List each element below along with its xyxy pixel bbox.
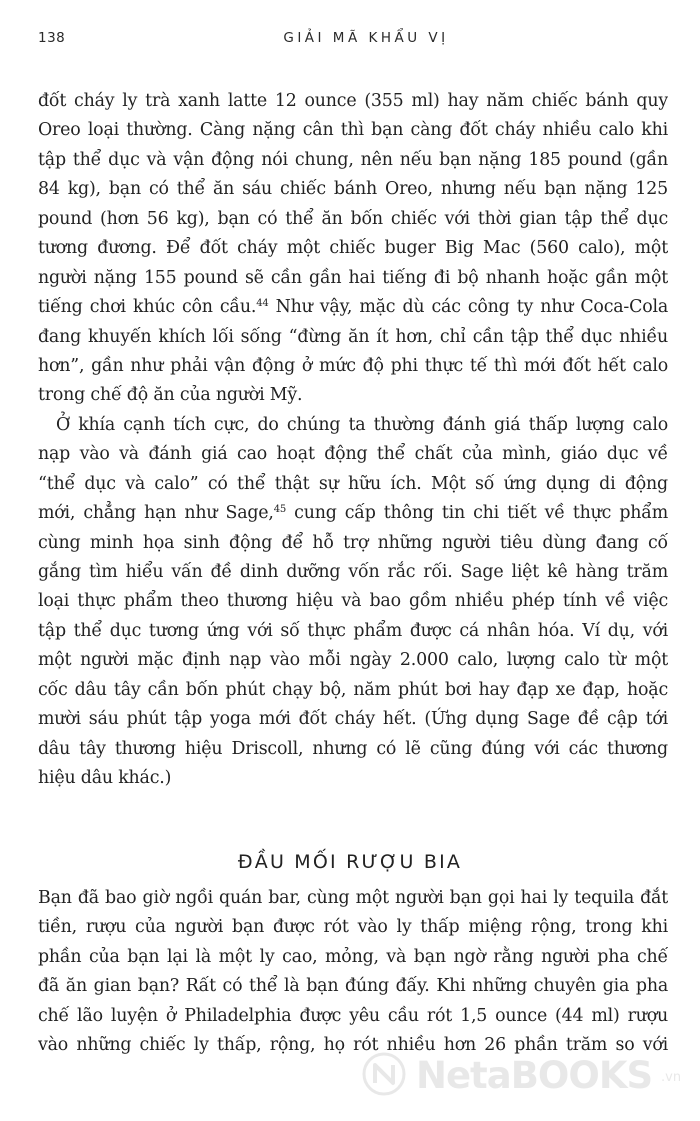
text-segment: tiếng chơi khúc côn cầu. xyxy=(38,297,257,318)
text-line: “thể dục và calo” có thể thật sự hữu ích. Một số ứng dụng di động xyxy=(38,473,668,494)
text-line: hiệu dâu khác.) xyxy=(38,768,172,789)
text-segment: mới, chẳng hạn như Sage, xyxy=(38,503,274,524)
text-line: chế lão luyện ở Philadelphia được yêu cầu rót 1,5 ounce (44 ml) rượu xyxy=(38,1005,668,1026)
text-line: gắng tìm hiểu vấn đề dinh dưỡng vốn rắc rối. Sage liệt kê hàng trăm xyxy=(38,562,668,582)
text-line: nạp vào và đánh giá cao hoạt động thể chất của mình, giáo dục về xyxy=(38,444,668,465)
text-line: Oreo loại thường. Càng nặng cân thì bạn càng đốt cháy nhiều calo khi xyxy=(38,120,668,141)
publisher-watermark xyxy=(362,1048,692,1108)
text-line: tập thể dục tương ứng với số thực phẩm được cá nhân hóa. Ví dụ, với xyxy=(38,620,668,641)
text-line: vào những chiếc ly thấp, rộng, họ rót nhiều hơn 26 phần trăm so với xyxy=(38,1035,668,1056)
text-line: tiền, rượu của người bạn được rót vào ly thấp miệng rộng, trong khi xyxy=(38,917,668,938)
text-line: Ở khía cạnh tích cực, do chúng ta thường đánh giá thấp lượng calo xyxy=(56,414,668,435)
text-line: phần của bạn lại là một ly cao, mỏng, và bạn ngờ rằng người pha chế xyxy=(38,946,668,967)
paragraph xyxy=(38,87,668,411)
text-line: người nặng 155 pound sẽ cần gần hai tiếng đi bộ nhanh hoặc gần một xyxy=(38,267,668,288)
section-body xyxy=(38,884,668,1061)
watermark-text: NetaBOOKS xyxy=(416,1054,653,1097)
text-line xyxy=(38,293,668,322)
text-line: tương đương. Để đốt cháy một chiếc buger Big Mac (560 calo), một xyxy=(38,238,668,259)
page-number: 138 xyxy=(38,30,66,46)
netabooks-logo-icon xyxy=(362,1052,406,1096)
book-title: GIẢI MÃ KHẨU VỊ xyxy=(283,30,449,46)
paragraph xyxy=(38,411,668,794)
text-line: dâu tây thương hiệu Driscoll, nhưng có lẽ cũng đúng với các thương xyxy=(38,738,668,759)
section-heading: ĐẦU MỐI RƯỢU BIA xyxy=(237,851,463,873)
text-line: đã ăn gian bạn? Rất có thể là bạn đúng đấy. Khi những chuyên gia pha xyxy=(38,976,668,997)
text-line: trong chế độ ăn của người Mỹ. xyxy=(38,385,303,406)
text-line: Bạn đã bao giờ ngồi quán bar, cùng một người bạn gọi hai ly tequila đắt xyxy=(38,888,668,908)
text-segment: cung cấp thông tin chi tiết về thực phẩm xyxy=(286,503,668,524)
text-line: đốt cháy ly trà xanh latte 12 ounce (355 ml) hay năm chiếc bánh quy xyxy=(38,91,668,111)
text-line: tập thể dục và vận động nói chung, nên nếu bạn nặng 185 pound (gần xyxy=(38,149,668,170)
text-line xyxy=(38,499,668,528)
text-line: mười sáu phút tập yoga mới đốt cháy hết. (Ứng dụng Sage đề cập tới xyxy=(38,709,668,730)
text-line: pound (hơn 56 kg), bạn có thể ăn bốn chiếc với thời gian tập thể dục xyxy=(38,208,668,229)
text-line: cốc dâu tây cần bốn phút chạy bộ, năm phút bơi hay đạp xe đạp, hoặc xyxy=(38,679,668,700)
text-line: hơn”, gần như phải vận động ở mức độ phi thực tế thì mới đốt hết calo xyxy=(38,355,668,376)
watermark-suffix: .vn xyxy=(661,1070,682,1085)
text-line: 84 kg), bạn có thể ăn sáu chiếc bánh Oreo, nhưng nếu bạn nặng 125 xyxy=(38,179,668,200)
text-line: một người mặc định nạp vào mỗi ngày 2.000 calo, lượng calo từ một xyxy=(38,650,668,671)
footnote-ref: 44 xyxy=(256,298,269,310)
running-head xyxy=(38,30,654,52)
text-line: đang khuyến khích lối sống “đừng ăn ít hơn, chỉ cần tập thể dục nhiều xyxy=(38,326,668,347)
text-line: cùng minh họa sinh động để hỗ trợ những người tiêu dùng đang cố xyxy=(38,532,668,553)
text-segment: Như vậy, mặc dù các công ty như Coca-Cola xyxy=(268,297,668,318)
text-line: loại thực phẩm theo thương hiệu và bao gồm nhiều phép tính về việc xyxy=(38,591,668,612)
footnote-ref: 45 xyxy=(273,504,287,516)
body-text xyxy=(38,87,668,794)
